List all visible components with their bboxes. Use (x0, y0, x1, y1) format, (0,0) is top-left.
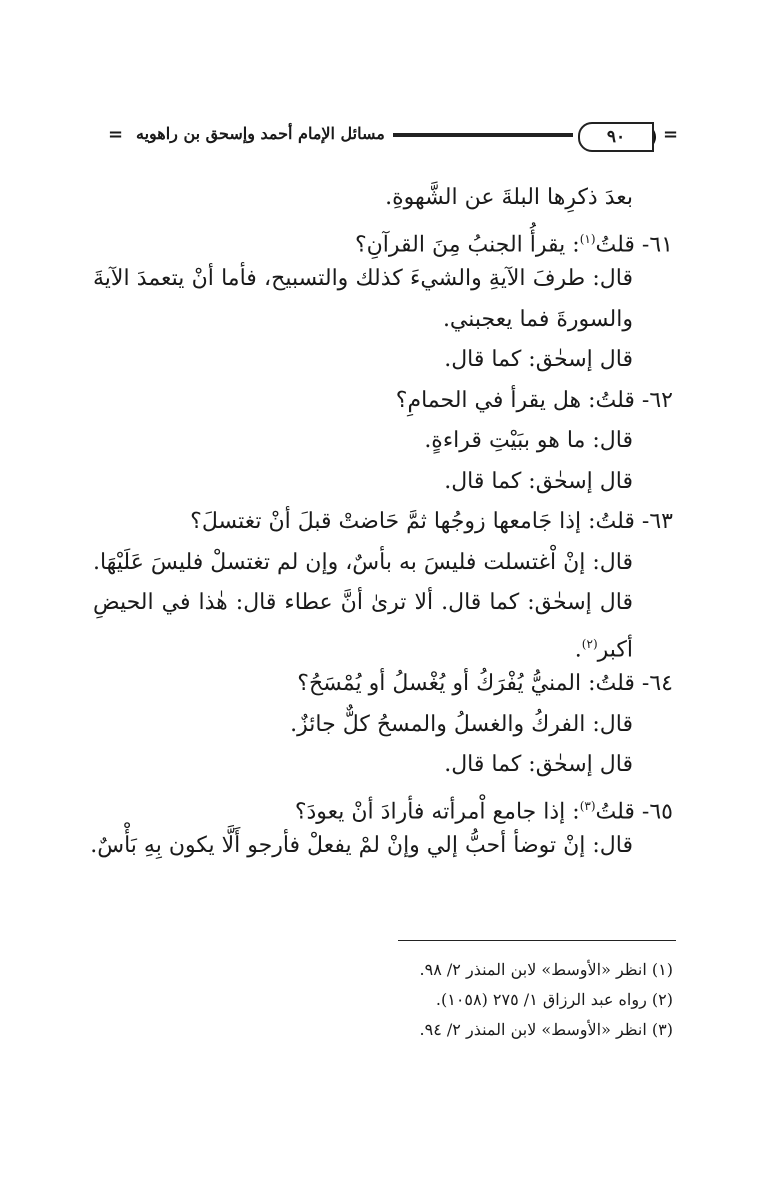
text-line: قال: الفركُ والغسلُ والمسحُ كلٌّ جائزٌ. (290, 711, 633, 737)
text-line: قال: إنْ توضأ أحبُّ إلي وإنْ لمْ يفعلْ فأرجو أَلَّا يكون بِهِ بَأْسٌ. (90, 833, 633, 858)
question-62: ٦٢- قلتُ: هل يقرأ في الحمامِ؟ (395, 387, 673, 413)
text-line: قال: ما هو ببَيْتِ قراءةٍ. (424, 428, 633, 453)
question-61: ٦١- قلتُ$^{(١)}$: يقرأُ الجنبُ مِنَ القرآنِ؟ (354, 231, 673, 257)
text-line: قال إسحٰق: كما قال. ألا ترىٰ أنَّ عطاء قال: هٰذا في الحيضِ (93, 590, 633, 615)
header-title: مسائل الإمام أحمد وإسحق بن راهويه (136, 124, 385, 143)
text-line: بعدَ ذكرِها البلةَ عن الشَّهوةِ. (385, 185, 633, 210)
header-deco-left: = (108, 124, 124, 145)
footnote: (١) انظر «الأوسط» لابن المنذر ٢/ ٩٨. (419, 960, 673, 979)
footnotes (313, 955, 673, 1045)
text-line: قال إسحٰق: كما قال. (444, 468, 633, 494)
question-64: ٦٤- قلتُ: المنيُّ يُفْرَكُ أو يُغْسلُ أو يُمْسَحُ؟ (297, 671, 673, 696)
text-line: قال إسحٰق: كما قال. (444, 347, 633, 372)
page-number: ٩٠ (578, 122, 654, 152)
text-line: قال: طرفَ الآيةِ والشيءَ كذلك والتسبيح، فأما أنْ يتعمدَ الآيةَ (93, 266, 633, 291)
text-line: قال إسحٰق: كما قال. (444, 752, 633, 777)
text-line: والسورةَ فما يعجبني. (442, 306, 633, 332)
footnote: (٣) انظر «الأوسط» لابن المنذر ٢/ ٩٤. (419, 1020, 673, 1039)
question-65: ٦٥- قلتُ$^{(٣)}$: إذا جامع اْمرأته فأرادَ أنْ يعودَ؟ (294, 798, 673, 824)
running-header (108, 122, 678, 152)
footnote-separator (398, 940, 676, 941)
header-deco-right: = (663, 124, 679, 145)
text-line: أكبر$^{(٢)}$. (574, 636, 633, 662)
footnote: (٢) رواه عبد الرزاق ١/ ٢٧٥ (١٠٥٨). (435, 990, 673, 1009)
header-rule-middle (393, 133, 573, 137)
main-text (90, 178, 673, 867)
text-line: قال: إنْ اْغتسلت فليسَ به بأسٌ، وإن لم تغتسلْ فليسَ عَلَيْهَا. (92, 549, 633, 575)
question-63: ٦٣- قلتُ: إذا جَامعها زوجُها ثمَّ حَاضتْ قبلَ أنْ تغتسلَ؟ (190, 509, 673, 534)
